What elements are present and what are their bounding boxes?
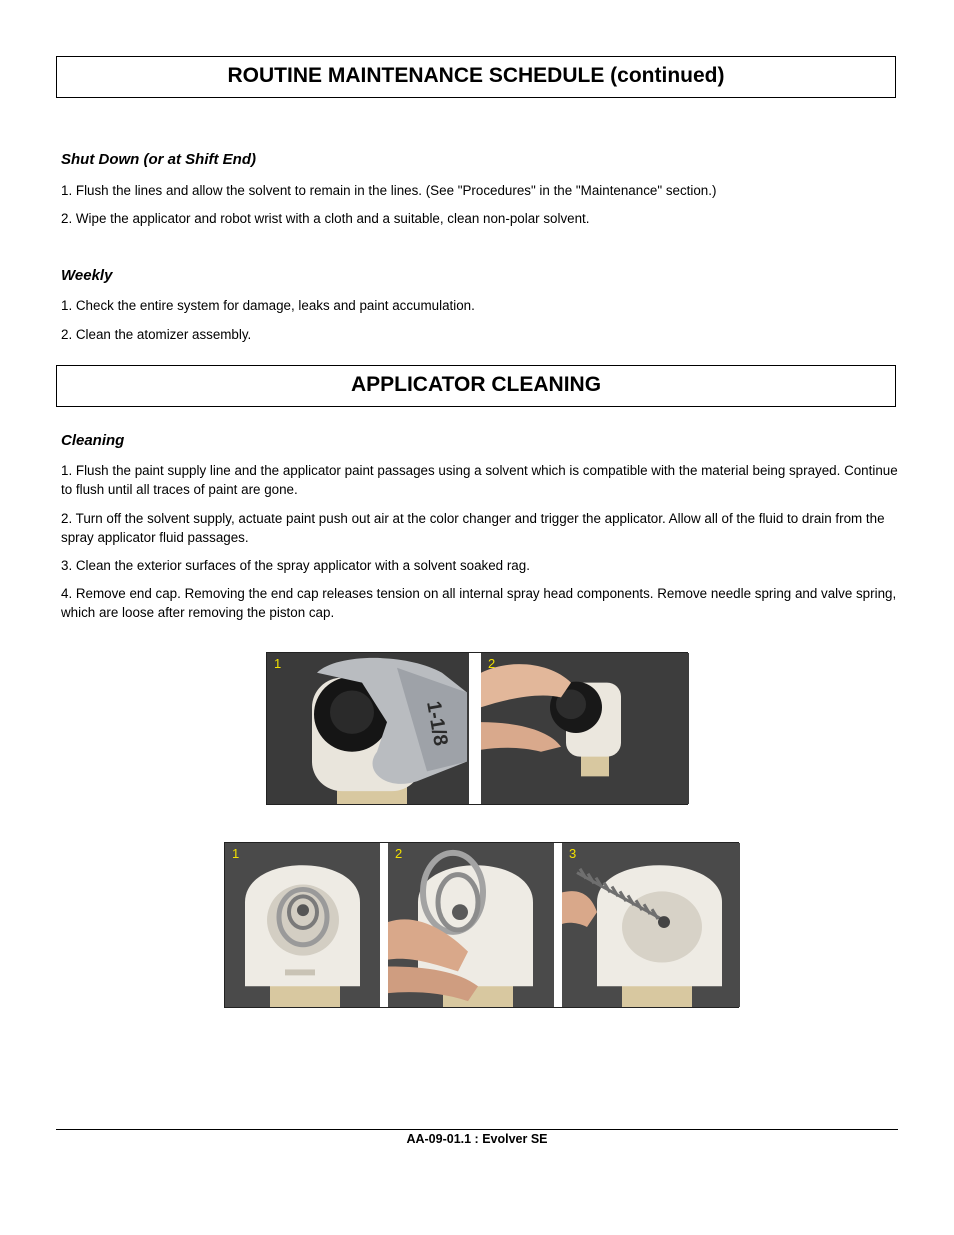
photo-divider (469, 653, 481, 804)
subheading-weekly: Weekly (61, 267, 113, 284)
photo-needle-spring-in-place (225, 843, 380, 1007)
photo-needle-spring-removed (388, 843, 554, 1007)
photo-label: 2 (395, 846, 403, 861)
photo-valve-spring-removed (562, 843, 740, 1007)
weekly-step-1: 1. Check the entire system for damage, leaks and paint accumulation. (61, 298, 475, 313)
footer-rule (56, 1129, 898, 1130)
end-cap-removal-photos (266, 652, 688, 805)
page-footer: AA-09-01.1 : Evolver SE (406, 1132, 548, 1146)
photo-divider (554, 843, 562, 1007)
wrench-size-marking: 1-1/8 (422, 699, 452, 748)
subheading-shutdown: Shut Down (or at Shift End) (61, 151, 256, 168)
weekly-step-2: 2. Clean the atomizer assembly. (61, 327, 252, 342)
section-heading-maintenance: ROUTINE MAINTENANCE SCHEDULE (continued) (56, 56, 896, 98)
photo-label: 2 (488, 656, 496, 671)
section-heading-applicator-cleaning: APPLICATOR CLEANING (56, 365, 896, 407)
subheading-cleaning: Cleaning (61, 432, 125, 449)
photo-end-cap-removed-by-hand (481, 653, 689, 804)
shutdown-step-2: 2. Wipe the applicator and robot wrist with a cloth and a suitable, clean non-polar solvent. (61, 211, 590, 226)
cleaning-step-1: 1. Flush the paint supply line and the applicator paint passages using a solvent which is compatible with the material being sprayed. Continue to flush until all traces of paint are gone. (61, 463, 898, 497)
cleaning-step-3: 3. Clean the exterior surfaces of the spray applicator with a solvent soaked rag. (61, 558, 530, 573)
cleaning-step-4: 4. Remove end cap. Removing the end cap releases tension on all internal spray head components. Remove needle spring and valve spring, which are loose after removing the piston cap. (61, 586, 897, 620)
cleaning-step-2: 2. Turn off the solvent supply, actuate paint push out air at the color changer and trigger the applicator. Allow all of the fluid to drain from the spray applicator fluid passages. (61, 511, 885, 545)
photo-label: 1 (232, 846, 240, 861)
photo-divider (380, 843, 388, 1007)
spring-removal-photos (224, 842, 739, 1008)
shutdown-step-1: 1. Flush the lines and allow the solvent to remain in the lines. (See "Procedures" in the "Maintenance" section.) (61, 183, 717, 198)
photo-label: 3 (569, 846, 577, 861)
photo-wrench-on-end-cap (267, 653, 469, 804)
photo-label: 1 (274, 656, 282, 671)
